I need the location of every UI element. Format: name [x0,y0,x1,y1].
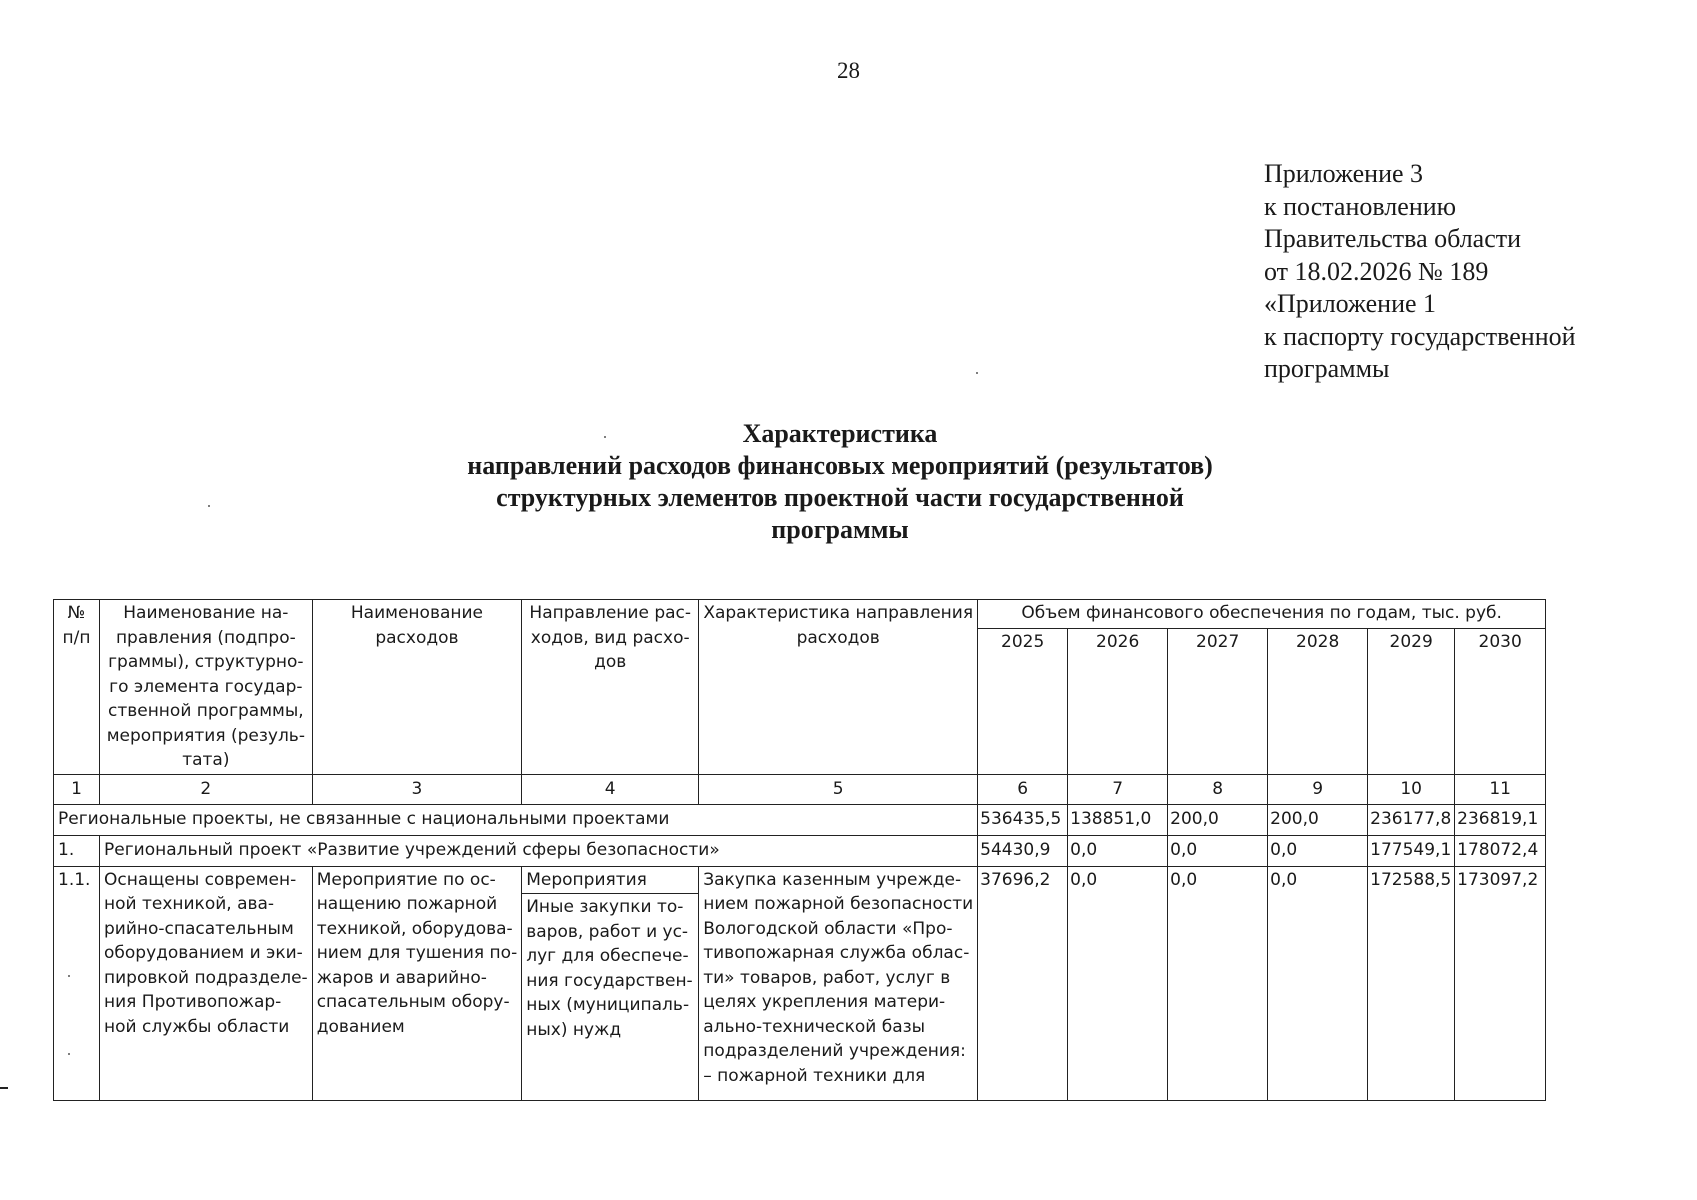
table-row [54,804,1546,835]
row-value: 0,0 [1068,866,1168,1100]
header-year: 2030 [1455,629,1546,775]
cell-line: Иные закупки то- [526,897,684,917]
column-number: 5 [699,774,978,804]
title-line: структурных элементов проектной части государственной [496,483,1184,512]
cell-line: спасательным обору- [316,992,510,1012]
row-expense-name [312,866,522,1100]
row-value: 200,0 [1268,804,1368,835]
cell-line: варов, работ и ус- [526,921,689,942]
row-value: 54430,9 [978,835,1068,866]
cell-line: луг для обеспече- [526,946,689,966]
header-text: го элемента государ- [109,676,303,697]
header-year: 2025 [978,629,1068,775]
row-value: 200,0 [1168,804,1268,835]
row-characteristic [699,866,978,1100]
header-text: ственной программы, [107,701,304,721]
cell-line: ально-технической базы [703,1016,926,1037]
cell-line: ных) нужд [526,1019,622,1040]
cell-line: ния государствен- [526,970,693,991]
appendix-line: программы [1264,354,1390,383]
cell-line: ти» товаров, работ, услуг в [703,967,951,988]
row-value: 236819,1 [1455,804,1546,835]
header-text: правления (подпро- [115,627,296,648]
column-number: 10 [1368,774,1455,804]
header-year: 2027 [1168,629,1268,775]
funding-table [53,599,1546,1101]
header-text: п/п [62,627,91,648]
header-row [54,600,1546,629]
cell-line: ной службы области [104,1016,290,1037]
cell-line: подразделений учреждения: [703,1041,966,1061]
document-title [300,418,1380,546]
cell-line: нием пожарной безопасности [703,894,974,914]
title-line: направлений расходов финансовых мероприятий (результатов) [467,451,1213,480]
row-value: 536435,5 [978,804,1068,835]
title-line: программы [771,515,909,544]
header-year: 2028 [1268,629,1368,775]
cell-line: нием для тушения по- [316,943,518,963]
column-number: 9 [1268,774,1368,804]
column-number: 1 [54,774,100,804]
appendix-line: к постановлению [1264,191,1457,221]
cell-line: рийно-спасательным [104,918,294,939]
column-number: 3 [312,774,522,804]
scan-speck [976,372,978,374]
cell-line: ных (муниципаль- [526,995,690,1015]
cell-line: пировкой подразделе- [104,967,308,988]
header-direction-name [100,600,313,775]
header-text: дов [594,652,627,672]
column-number: 6 [978,774,1068,804]
row-value: 178072,4 [1455,835,1546,866]
scan-speck [68,975,70,977]
appendix-line: Приложение 3 [1264,159,1424,188]
cell-line: целях укрепления матери- [703,992,946,1012]
cell-line: Оснащены современ- [104,869,297,890]
page-number: 28 [837,58,860,83]
scan-speck [208,505,210,507]
header-text: расходов [796,627,880,648]
column-number: 2 [100,774,313,804]
header-text: Характеристика направления [703,603,974,623]
table-row [54,866,1546,1100]
cell-line: Закупка казенным учрежде- [703,869,962,890]
column-number: 7 [1068,774,1168,804]
cell-line: жаров и аварийно- [316,967,487,988]
appendix-line: от 18.02.2026 № 189 [1264,256,1489,286]
cell-line: оборудованием и эки- [104,943,303,963]
row-result-name [100,866,313,1100]
margin-mark [0,1087,8,1089]
row-value: 177549,1 [1368,835,1455,866]
header-text: Направление рас- [529,603,692,623]
row-value: 0,0 [1168,835,1268,866]
header-characteristic [699,600,978,775]
row-value: 173097,2 [1455,866,1546,1100]
scan-speck [68,1053,70,1055]
row-value: 138851,0 [1068,804,1168,835]
table-row [54,835,1546,866]
header-text: № [67,603,86,623]
appendix-line: Правительства области [1264,224,1522,253]
row-value: 0,0 [1268,835,1368,866]
cell-line: Мероприятие по ос- [316,869,496,890]
row-value: 236177,8 [1368,804,1455,835]
header-text: расходов [375,627,459,648]
cell-line: ной техникой, ава- [104,894,275,914]
header-year: 2029 [1368,629,1455,775]
column-number: 11 [1455,774,1546,804]
cell-line: ния Противопожар- [104,992,282,1012]
header-year: 2026 [1068,629,1168,775]
appendix-line: к паспорту государственной [1264,321,1576,351]
cell-line: нащению пожарной [316,894,498,914]
header-funding-group: Объем финансового обеспечения по годам, тыс. руб. [978,600,1546,629]
header-text: ходов, вид расхо- [530,627,690,648]
header-expense-direction [522,600,699,775]
appendix-line: «Приложение 1 [1264,289,1437,318]
row-value: 172588,5 [1368,866,1455,1100]
header-number [54,600,100,775]
column-number: 4 [522,774,699,804]
row-value: 0,0 [1168,866,1268,1100]
row-value: 37696,2 [978,866,1068,1100]
cell-line: техникой, оборудова- [316,918,513,939]
column-number: 8 [1168,774,1268,804]
cell-line: тивопожарная служба облас- [703,943,970,963]
header-text: граммы), структурно- [108,652,304,672]
column-numbers-row [54,774,1546,804]
title-line: Характеристика [742,419,938,448]
header-text: тата) [182,750,230,770]
row-label: Региональный проект «Развитие учреждений сферы безопасности» [100,835,978,866]
direction-type: Мероприятия [522,867,698,895]
cell-line: дованием [316,1016,405,1037]
header-expense-name [312,600,522,775]
row-label: Региональные проекты, не связанные с национальными проектами [54,804,978,835]
row-number: 1.1. [54,866,100,1100]
header-text: мероприятия (резуль- [106,725,305,746]
scan-speck [604,436,606,438]
appendix-note [1264,158,1576,386]
cell-line: Вологодской области «Про- [703,918,953,939]
header-text: Наименование на- [123,603,289,623]
row-expense-direction [522,866,699,1100]
row-number: 1. [54,835,100,866]
cell-line: – пожарной техники для [703,1065,926,1086]
row-value: 0,0 [1068,835,1168,866]
row-value: 0,0 [1268,866,1368,1100]
header-text: Наименование [350,603,483,623]
